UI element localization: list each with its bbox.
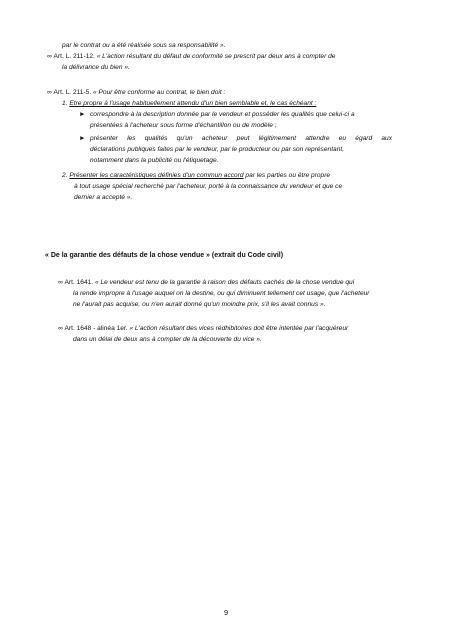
list-number: 2.	[62, 172, 68, 179]
list-item-text: Présenter les caractéristiques définies d'un commun accord	[69, 172, 244, 179]
sub-bullet-2	[90, 133, 392, 167]
text-line: « Le vendeur est tenu de la garantie à raison des défauts cachés de la chose vendue qui	[94, 279, 355, 286]
article-ref: Art. L. 211-12.	[53, 53, 95, 60]
text-line: présentées à l'acheteur sous forme d'échantillon ou de modèle ;	[90, 122, 277, 130]
infinity-marker-icon: ∞	[47, 89, 52, 96]
list-number: 1.	[62, 100, 68, 107]
list-item-2	[62, 170, 392, 204]
article-ref: Art. L. 211-5.	[53, 89, 92, 96]
bullet-arrow-icon: ►	[79, 111, 86, 118]
text-line: ne l'aurait pas acquise, ou n'en aurait donné qu'un moindre prix, s'il les avait connus ».	[73, 301, 326, 309]
page-number: 9	[223, 608, 229, 617]
text-line: déclarations publiques faites par le vendeur, par le producteur ou par son représentant,	[90, 146, 345, 154]
text-line: notamment dans la publicité ou l'étiquetage.	[90, 157, 219, 165]
text-line: correspondre à la description donnée par le vendeur et posséder les qualités que celui-ci a	[90, 111, 355, 118]
bullet-arrow-icon: ►	[79, 135, 86, 142]
infinity-marker-icon: ∞	[58, 325, 63, 332]
list-item-1	[62, 98, 392, 109]
infinity-marker-icon: ∞	[58, 279, 63, 286]
text-line: la rende impropre à l'usage auquel on la destine, ou qui diminuent tellement cet usage, que l'acheteur	[73, 290, 370, 298]
sub-bullet-1	[90, 109, 392, 131]
paragraph-art-1648	[58, 323, 398, 345]
text-line: par le contrat ou a été réalisée sous sa responsabilité ».	[62, 42, 226, 49]
text-line: « L'action résultant des vices rédhibitoires doit être intentée par l'acquéreur	[129, 325, 349, 332]
text-line: à tout usage spécial recherché par l'acheteur, porté à la connaissance du vendeur et que ce	[74, 183, 343, 191]
list-item-text: par les parties ou être propre	[243, 172, 331, 179]
paragraph-art-l211-5	[47, 87, 392, 98]
article-ref: Art. 1641.	[64, 279, 94, 286]
text-line: « Pour être conforme au contrat, le bien doit :	[93, 89, 226, 96]
paragraph-art-l211-12-body	[47, 51, 392, 73]
text-line: dans un délai de deux ans à compter de la découverte du vice ».	[73, 336, 262, 344]
list-item-text: Etre propre à l'usage habituellement attendu d'un bien semblable et, le cas échéant :	[69, 100, 317, 107]
paragraph-art-1641	[58, 277, 398, 311]
infinity-marker-icon: ∞	[47, 53, 52, 60]
text-line: « L'action résultant du défaut de conformité se prescrit par deux ans à compter de	[96, 53, 336, 60]
text-line: présenter les qualités qu'un acheteur peut légitimement attendre eu égard aux	[90, 135, 392, 142]
article-ref: Art. 1648 - alinéa 1er.	[64, 325, 128, 332]
section-heading: « De la garantie des défauts de la chose vendue » (extrait du Code civil)	[45, 252, 284, 259]
paragraph-art-l211-12	[62, 40, 392, 51]
text-line: dernier a accepté ».	[74, 194, 133, 202]
text-line: la délivrance du bien ».	[62, 64, 130, 72]
